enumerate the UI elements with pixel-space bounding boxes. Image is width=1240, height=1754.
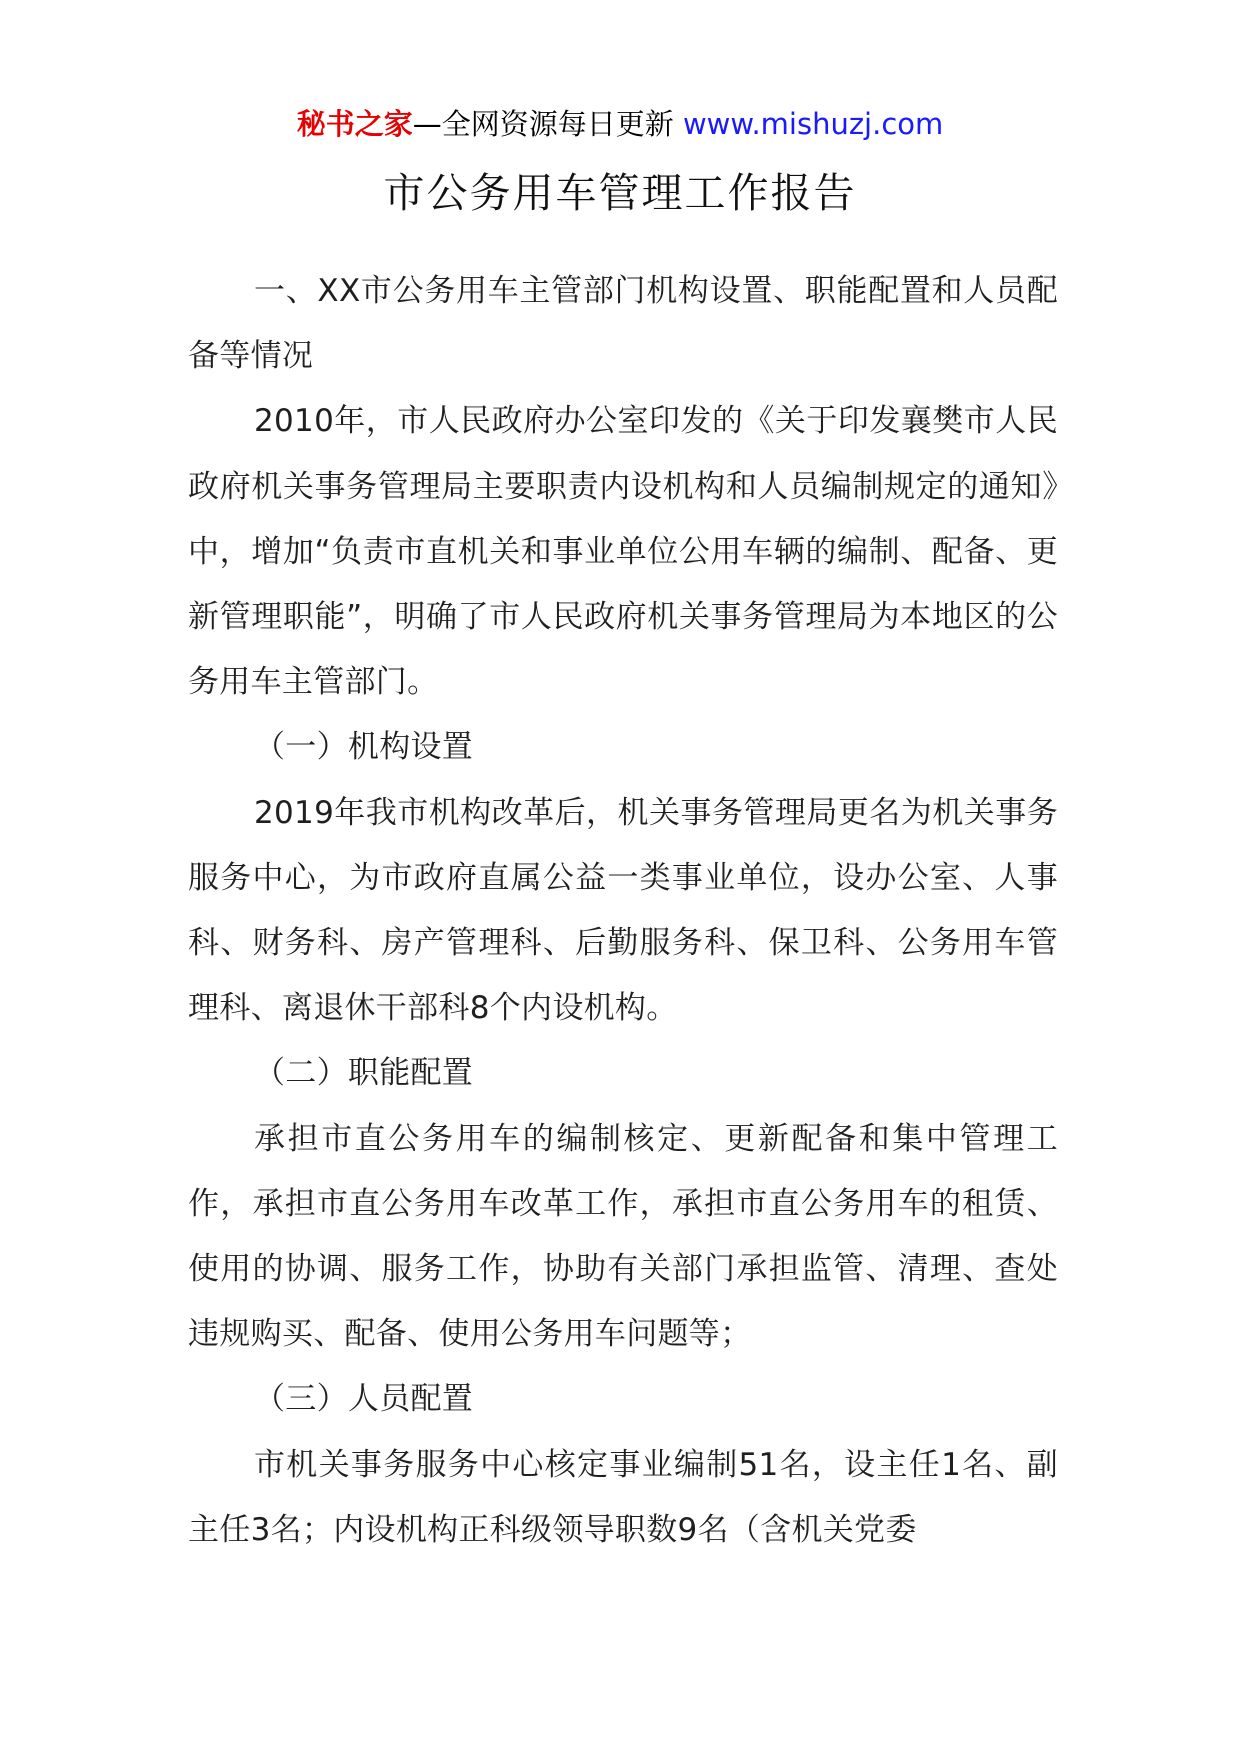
site-banner (0, 104, 1240, 144)
site-url-link[interactable]: www.mishuzj.com (682, 107, 944, 141)
brand-name: 秘书之家 (296, 107, 413, 141)
paragraph: 市机关事务服务中心核定事业编制51名，设主任1名、副主任3名；内设机构正科级领导职数9名（含机关党委 (188, 1446, 1058, 1548)
subsection-heading: （三）人员配置 (254, 1381, 474, 1418)
paragraph: 2010年，市人民政府办公室印发的《关于印发襄樊市人民政府机关事务管理局主要职责内设机构和人员编制规定的通知》中，增加“负责市直机关和事业单位公用车辆的编制、配备、更新管理职能”，明确了市人民政府机关事务管理局为本地区的公务用车主管部门。 (188, 403, 1058, 701)
document-title: 市公务用车管理工作报告 (383, 169, 857, 217)
subsection-heading: （一）机构设置 (254, 729, 474, 766)
paragraph: 承担市直公务用车的编制核定、更新配备和集中管理工作，承担市直公务用车改革工作，承担市直公务用车的租赁、使用的协调、服务工作，协助有关部门承担监管、清理、查处违规购买、配备、使用公务用车问题等； (188, 1120, 1058, 1353)
subsection-heading: （二）职能配置 (254, 1055, 474, 1092)
section-heading-1: 一、XX市公务用车主管部门机构设置、职能配置和人员配备等情况 (188, 273, 1058, 375)
paragraph: 2019年我市机构改革后，机关事务管理局更名为机关事务服务中心，为市政府直属公益一类事业单位，设办公室、人事科、财务科、房产管理科、后勤服务科、保卫科、公务用车管理科、离退休干部科8个内设机构。 (188, 794, 1058, 1027)
brand-slogan: —全网资源每日更新 (412, 107, 674, 141)
document-body (188, 259, 1058, 1563)
